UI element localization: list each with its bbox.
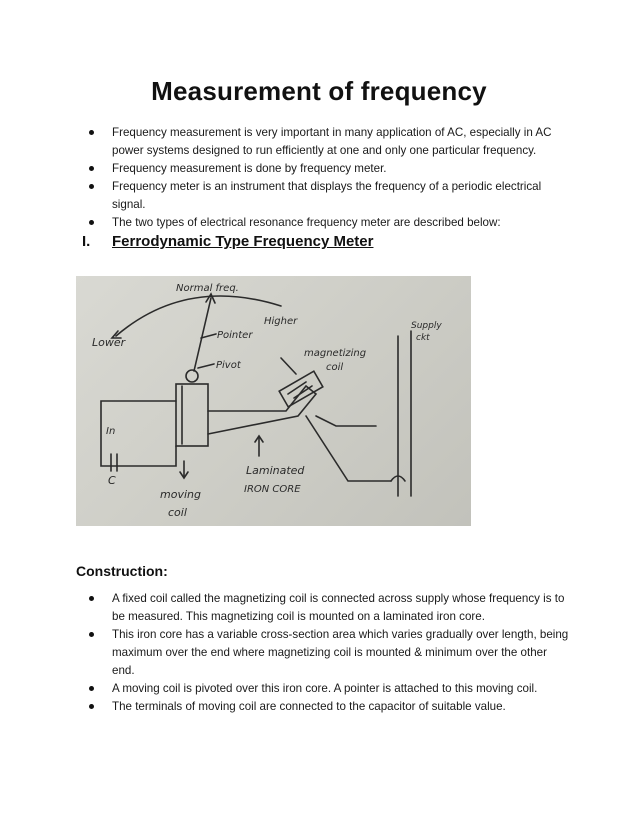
list-item	[112, 698, 572, 716]
label-supply-ckt: ckt	[416, 333, 430, 343]
label-magnetizing: magnetizing	[304, 348, 367, 359]
bullet-text: The terminals of moving coil are connected to the capacitor of suitable value.	[112, 700, 506, 713]
section-title: Ferrodynamic Type Frequency Meter	[112, 233, 374, 250]
scale-arc	[116, 296, 281, 336]
bullet-icon	[89, 632, 94, 637]
list-item	[112, 590, 572, 626]
bullet-icon	[89, 596, 94, 601]
label-magnetizing-coil: coil	[326, 362, 344, 373]
section-heading	[82, 233, 373, 250]
bullet-text: Frequency meter is an instrument that displays the frequency of a periodic electrical signal.	[112, 180, 542, 211]
bullet-text: Frequency measurement is very important in many application of AC, especially in AC power systems designed to run efficiently at one and only one particular frequency.	[112, 126, 552, 157]
bullet-icon	[89, 130, 94, 135]
bullet-icon	[89, 184, 94, 189]
label-moving: moving	[160, 488, 201, 501]
bullet-text: The two types of electrical resonance frequency meter are described below:	[112, 216, 501, 229]
bullet-text: This iron core has a variable cross-section area which varies gradually over length, being maximum over the end where magnetizing coil is mounted & minimum over the other end.	[112, 628, 569, 677]
bullet-icon	[89, 704, 94, 709]
label-in: In	[106, 426, 116, 437]
bullet-icon	[89, 686, 94, 691]
list-item	[112, 626, 572, 680]
diagram-svg	[76, 276, 471, 526]
bullet-text: Frequency measurement is done by frequency meter.	[112, 162, 387, 175]
bullet-icon	[89, 166, 94, 171]
list-item	[112, 680, 572, 698]
construction-bullet-list	[112, 590, 572, 716]
label-normal-freq: Normal freq.	[176, 283, 239, 294]
bullet-text: A moving coil is pivoted over this iron core. A pointer is attached to this moving coil.	[112, 682, 538, 695]
list-item	[112, 178, 572, 214]
label-moving-coil: coil	[168, 506, 187, 519]
magnetizing-coil	[279, 371, 323, 407]
section-numeral: I.	[82, 233, 91, 250]
bullet-icon	[89, 220, 94, 225]
frequency-meter-diagram	[76, 276, 471, 526]
intro-bullet-list	[112, 124, 572, 232]
list-item	[112, 124, 572, 160]
label-supply: Supply	[411, 321, 442, 331]
label-higher: Higher	[264, 316, 298, 327]
construction-heading: Construction:	[76, 563, 168, 579]
page-title: Measurement of frequency	[151, 76, 487, 106]
moving-coil-block	[176, 384, 208, 446]
list-item	[112, 214, 572, 232]
label-capacitor: C	[108, 474, 116, 487]
pointer-needle	[194, 298, 211, 371]
list-item	[112, 160, 572, 178]
label-pivot: Pivot	[216, 360, 241, 371]
bullet-text: A fixed coil called the magnetizing coil is connected across supply whose frequency is to be measured. This magnetizing coil is mounted on a laminated iron core.	[112, 592, 565, 623]
label-lower: Lower	[92, 336, 126, 349]
pivot-circle	[186, 370, 198, 382]
label-iron-core: IRON CORE	[244, 484, 301, 495]
label-laminated: Laminated	[246, 464, 305, 477]
label-pointer: Pointer	[217, 330, 253, 341]
